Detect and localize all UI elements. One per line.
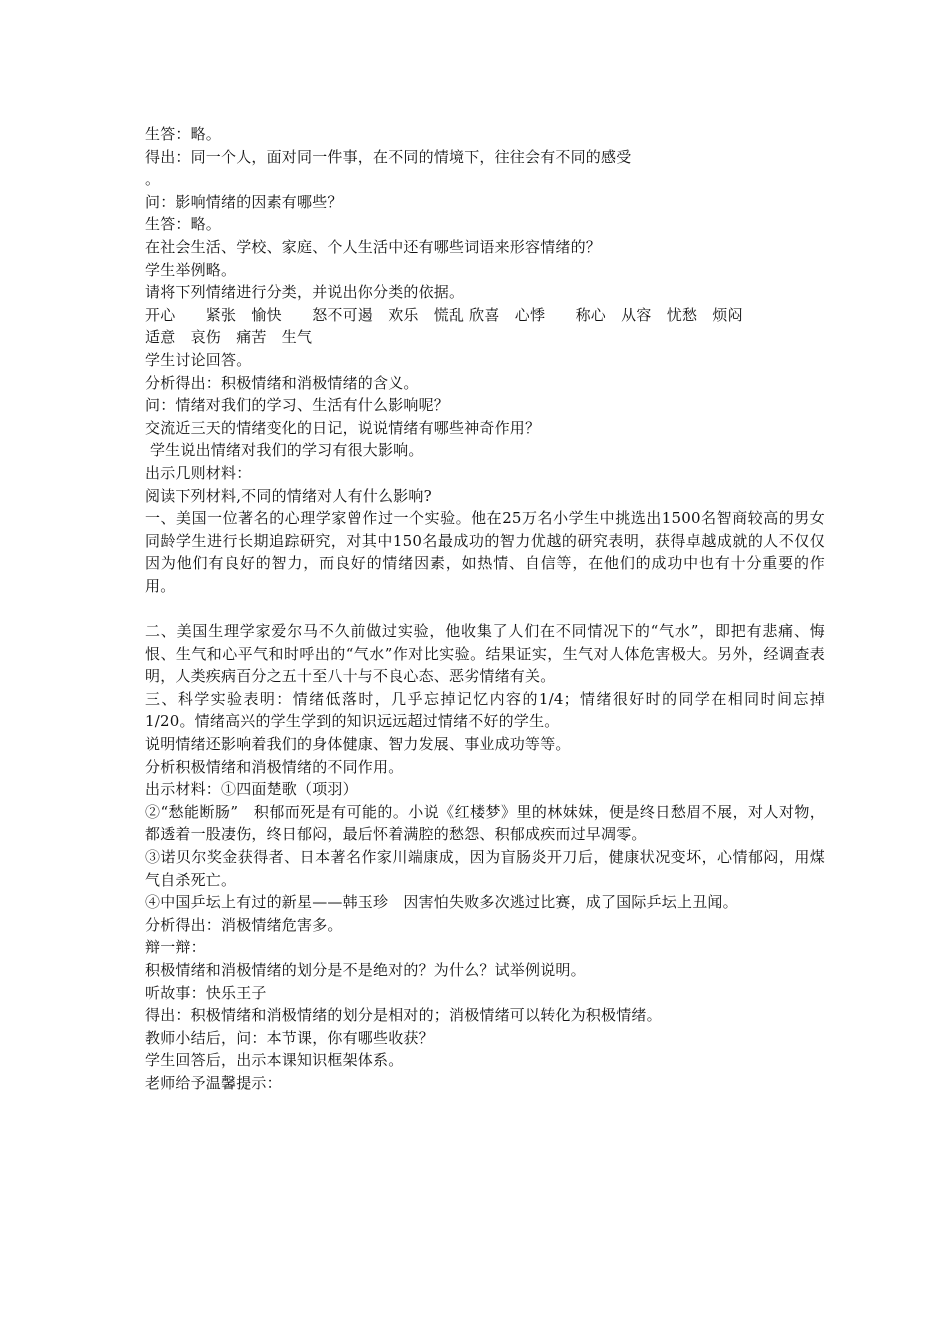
text-line: 问：情绪对我们的学习、生活有什么影响呢？	[145, 396, 450, 415]
text-line: 听故事：快乐王子	[145, 983, 267, 1002]
document-body	[145, 123, 825, 1095]
emotion-words-line: 适意 哀伤 痛苦 生气	[145, 328, 313, 347]
text-line: 问：影响情绪的因素有哪些？	[145, 192, 343, 211]
text-line: 在社会生活、学校、家庭、个人生活中还有哪些词语来形容情绪的？	[145, 237, 602, 256]
text-line: 学生回答后，出示本课知识框架体系。	[145, 1051, 404, 1070]
text-line: 出示材料：①四面楚歌（项羽）	[145, 780, 358, 799]
text-line: 得出：积极情绪和消极情绪的划分是相对的；消极情绪可以转化为积极情绪。	[145, 1006, 662, 1025]
material-paragraph-3: 三、科学实验表明：情绪低落时，几乎忘掉记忆内容的1/4；情绪很好时的同学在相同时间忘掉1/20。情绪高兴的学生学到的知识远远超过情绪不好的学生。	[145, 689, 825, 731]
text-line: 得出：同一个人，面对同一件事，在不同的情境下，往往会有不同的感受	[145, 147, 632, 166]
material-item-4: ④中国乒坛上有过的新星——韩玉珍 因害怕失败多次逃过比赛，成了国际乒坛上丑闻。	[145, 893, 738, 912]
text-line: 交流近三天的情绪变化的日记，说说情绪有哪些神奇作用？	[145, 418, 541, 437]
text-line: 学生说出情绪对我们的学习有很大影响。	[145, 441, 424, 460]
emotion-words-line: 开心 紧张 愉快 怒不可遏 欢乐 慌乱 欣喜 心悸 称心 从容 忧愁 烦闷	[145, 305, 743, 324]
text-line: 。	[145, 170, 161, 189]
text-line: 学生讨论回答。	[145, 350, 252, 369]
text-line: 分析得出：消极情绪危害多。	[145, 915, 343, 934]
material-item-2: ②“愁能断肠” 积郁而死是有可能的。小说《红楼梦》里的林妹妹，便是终日愁眉不展，对人对物，都透着一股凄伤，终日郁闷，最后怀着满腔的愁怨、积郁成疾而过早凋零。	[145, 802, 825, 844]
text-line: 说明情绪还影响着我们的身体健康、智力发展、事业成功等等。	[145, 735, 571, 754]
material-item-3: ③诺贝尔奖金获得者、日本著名作家川端康成，因为盲肠炎开刀后，健康状况变坏，心情郁闷，用煤气自杀死亡。	[145, 848, 825, 889]
text-line: 老师给予温馨提示：	[145, 1073, 282, 1092]
text-line: 阅读下列材料,不同的情绪对人有什么影响?	[145, 486, 432, 505]
text-line: 生答：略。	[145, 125, 222, 143]
text-line: 教师小结后，问：本节课，你有哪些收获？	[145, 1028, 434, 1047]
text-line: 出示几则材料：	[145, 463, 252, 482]
text-line: 生答：略。	[145, 215, 222, 234]
blank-line	[145, 597, 825, 620]
text-line: 学生举例略。	[145, 260, 237, 279]
text-line: 积极情绪和消极情绪的划分是不是绝对的？为什么？试举例说明。	[145, 960, 586, 979]
text-line: 分析积极情绪和消极情绪的不同作用。	[145, 757, 404, 776]
material-paragraph-2: 二、美国生理学家爱尔马不久前做过实验，他收集了人们在不同情况下的“气水”，即把有悲痛、悔恨、生气和心平气和时呼出的“气水”作对比实验。结果证实，生气对人体危害极大。另外，经调查表明，人类疾病百分之五十至八十与不良心态、恶劣情绪有关。	[145, 622, 825, 686]
text-line: 分析得出：积极情绪和消极情绪的含义。	[145, 373, 419, 392]
text-line: 辩一辩：	[145, 938, 206, 957]
material-paragraph-1: 一、美国一位著名的心理学家曾作过一个实验。他在25万名小学生中挑选出1500名智商较高的男女同龄学生进行长期追踪研究，对其中150名最成功的智力优越的研究表明，获得卓越成就的人不仅仅因为他们有良好的智力，而良好的情绪因素，如热情、自信等，在他们的成功中也有十分重要的作用。	[145, 509, 825, 595]
text-line: 请将下列情绪进行分类，并说出你分类的依据。	[145, 283, 465, 302]
